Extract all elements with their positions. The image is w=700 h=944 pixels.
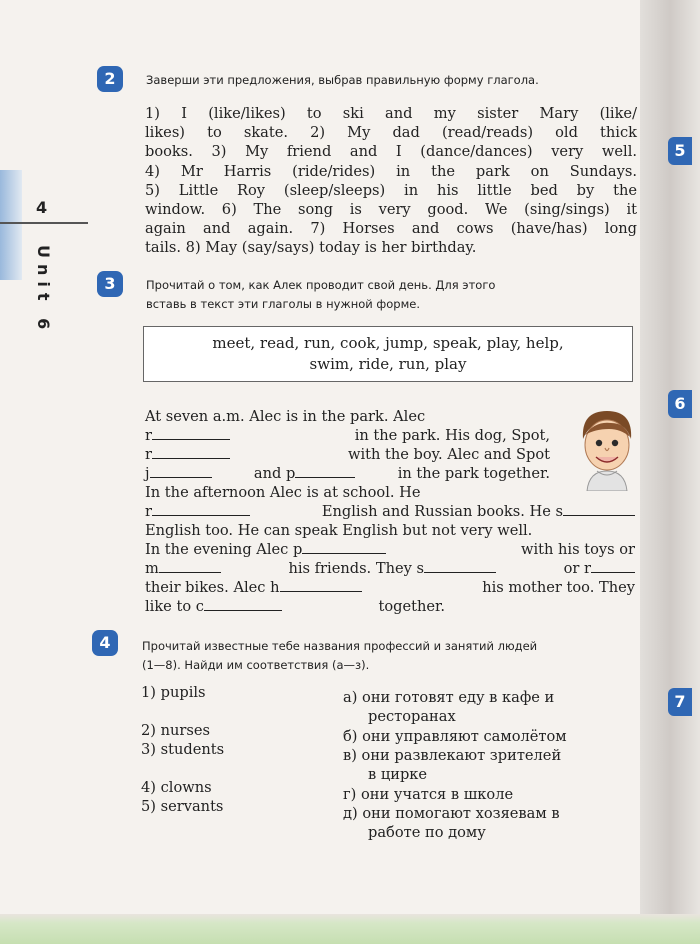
story-text: like to c [145, 597, 282, 616]
ex2-line: 4) Mr Harris (ride/rides) in the park on Sundays. [145, 162, 637, 180]
answer-blank[interactable] [563, 502, 635, 516]
unit-color-tab [0, 170, 22, 280]
story-text: English too. He can speak English but not very well. [145, 522, 533, 539]
story-line [145, 426, 550, 445]
exercise-4-badge: 4 [92, 630, 118, 656]
verb-word-box [143, 326, 633, 382]
ex2-line: window. 6) The song is very good. We (sing/sings) it [145, 201, 637, 219]
story-text: English and Russian books. He s [322, 502, 635, 521]
story-text: r [145, 502, 250, 521]
edge-exercise-badge-7: 7 [668, 688, 692, 716]
ex3-instruction-line: Прочитай о том, как Алек проводит свой день. Для этого [146, 278, 496, 292]
story-text: In the evening Alec p [145, 540, 386, 559]
exercise-3-badge: 3 [97, 271, 123, 297]
story-line [145, 407, 550, 426]
story-text: j [145, 464, 212, 483]
ex2-line: tails. 8) May (say/says) today is her birthday. [145, 239, 477, 257]
story-text: in the park. His dog, Spot, [354, 427, 550, 444]
profession-item: 3) students [141, 741, 225, 758]
answer-blank[interactable] [204, 597, 282, 611]
page-bottom-edge [0, 914, 700, 944]
story-text: in the park together. [397, 465, 550, 482]
story-text: their bikes. Alec h [145, 578, 362, 597]
alec-story [145, 407, 635, 616]
ex2-line: 5) Little Roy (sleep/sleeps) in his little bed by the [145, 181, 637, 199]
story-text: In the afternoon Alec is at school. He [145, 484, 421, 501]
ex4-instruction-line: (1—8). Найди им соответствия (а—з). [142, 658, 370, 672]
profession-item: 2) nurses [141, 722, 211, 739]
answer-blank[interactable] [152, 445, 230, 459]
story-line [145, 502, 635, 521]
exercise-2-badge: 2 [97, 66, 123, 92]
ex2-line: 1) I (like/likes) to ski and my sister Mary (like/ [145, 105, 637, 122]
answer-blank[interactable] [591, 559, 635, 573]
story-text: with the boy. Alec and Spot [347, 446, 550, 463]
ex2-line: likes) to skate. 2) My dad (read/reads) old thick [145, 124, 637, 142]
description-item: б) они управляют самолётом [343, 728, 567, 745]
description-item: в) они развлекают зрителей [343, 747, 562, 764]
story-text: r [145, 445, 230, 464]
story-line [145, 559, 635, 578]
answer-blank[interactable] [150, 464, 212, 478]
profession-item: 5) servants [141, 798, 224, 815]
story-text: m [145, 559, 221, 578]
page-number: 4 [36, 198, 48, 217]
answer-blank[interactable] [152, 426, 230, 440]
profession-item: 4) clowns [141, 779, 212, 796]
answer-blank[interactable] [295, 464, 355, 478]
story-line [145, 445, 550, 464]
description-item: г) они учатся в школе [343, 786, 514, 803]
ex2-line: again and again. 7) Horses and cows (have/has) long [145, 220, 637, 238]
story-line [145, 597, 445, 616]
edge-exercise-badge-5: 5 [668, 137, 692, 165]
side-divider [0, 222, 88, 224]
description-item: ресторанах [368, 708, 456, 725]
story-text: At seven a.m. Alec is in the park. Alec [145, 408, 426, 425]
profession-item: 1) pupils [141, 684, 206, 701]
story-text: r [145, 426, 230, 445]
exercise-4-instruction [142, 637, 537, 675]
description-item: а) они готовят еду в кафе и [343, 689, 555, 706]
story-line [145, 521, 635, 540]
ex4-instruction-line: Прочитай известные тебе названия профессий и занятий людей [142, 639, 538, 653]
ex2-line: books. 3) My friend and I (dance/dances) very well. [145, 143, 637, 161]
exercise-3-instruction [146, 276, 495, 314]
unit-label: Unit 6 [34, 245, 53, 336]
description-item: в цирке [368, 766, 428, 783]
story-line [145, 483, 550, 502]
story-text: or r [564, 559, 635, 578]
story-text: his mother too. They [482, 579, 635, 596]
story-text: his friends. They s [288, 559, 496, 578]
edge-exercise-badge-6: 6 [668, 390, 692, 418]
answer-blank[interactable] [280, 578, 362, 592]
story-text: and p [254, 464, 355, 483]
exercise-2-instruction: Заверши эти предложения, выбрав правильную форму глагола. [146, 73, 539, 87]
answer-blank[interactable] [152, 502, 250, 516]
story-text: together. [378, 598, 445, 615]
story-text: with his toys or [520, 541, 635, 558]
word-box-line: swim, ride, run, play [309, 355, 467, 373]
answer-blank[interactable] [302, 540, 386, 554]
description-item: работе по дому [368, 824, 486, 841]
story-line [145, 540, 635, 559]
exercise-2-text [145, 104, 637, 258]
answer-blank[interactable] [159, 559, 221, 573]
story-line [145, 578, 635, 597]
ex3-instruction-line: вставь в текст эти глаголы в нужной форме. [146, 297, 421, 311]
answer-blank[interactable] [424, 559, 496, 573]
story-line [145, 464, 550, 483]
word-box-line: meet, read, run, cook, jump, speak, play, help, [212, 334, 564, 352]
description-item: д) они помогают хозяевам в [343, 805, 560, 822]
